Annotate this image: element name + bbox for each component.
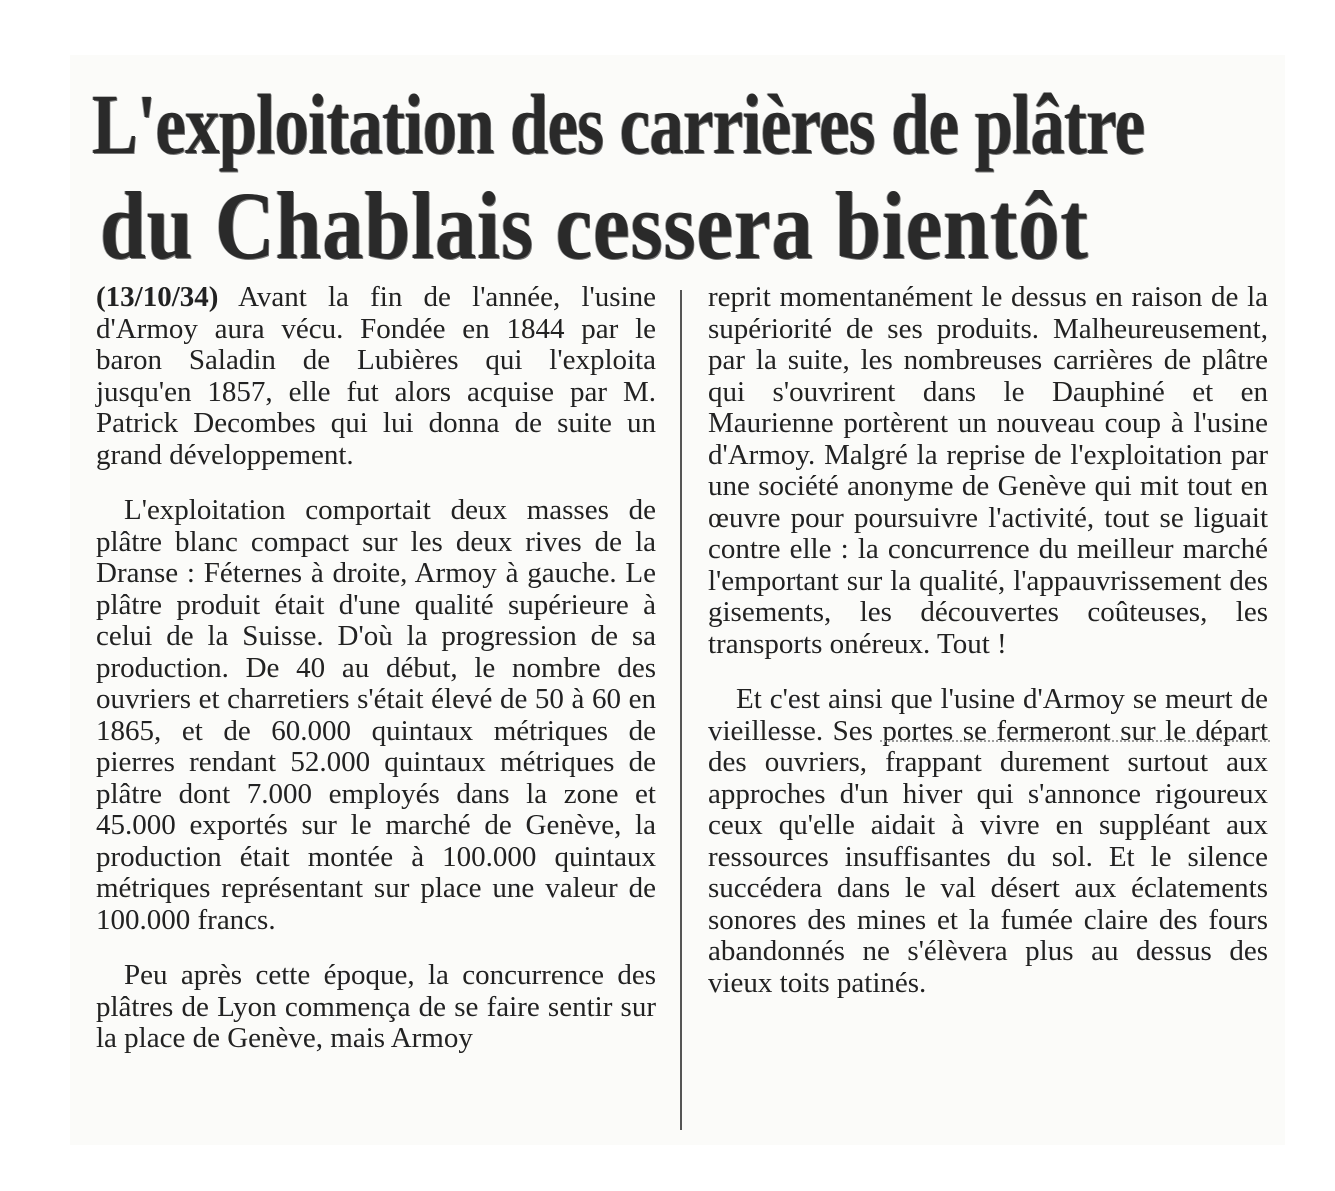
paragraph-1-text: Avant la fin de l'année, l'usine d'Armoy aura vécu. Fondée en 1844 par le baron Saladin de Lubières qui l'exploita jusqu'en 1857, elle fut alors acquise par M. Patrick Decombes qui lui donna de suite un grand développement. <box>96 281 656 471</box>
paragraph-3: Peu après cette époque, la concurrence des plâtres de Lyon commença de se faire sentir sur la place de Genève, mais Armoy <box>96 959 656 1054</box>
paragraph-5: Et c'est ainsi que l'usine d'Armoy se meurt de vieillesse. Ses portes se fermeront sur le départ des ouvriers, frappant durement surtout aux approches d'un hiver qui s'annonce rigoureux ceux qu'elle aidait à vivre en suppléant aux ressources insuffisantes du sol. Et le silence succédera dans le val désert aux éclatements sonores des mines et la fumée claire des fours abandonnés ne s'élèvera plus au dessus des vieux toits patinés. <box>708 683 1268 999</box>
paragraph-1 <box>96 282 656 471</box>
article-column-right <box>708 282 1268 1023</box>
headline-line-1: L'exploitation des carrières de plâtre <box>92 76 1145 172</box>
paragraph-4: reprit momentanément le dessus en raison de la supériorité de ses produits. Malheureusement, par la suite, les nombreuses carrières de plâtre qui s'ouvrirent dans le Dauphiné et en Maurienne portèrent un nouveau coup à l'usine d'Armoy. Malgré la reprise de l'exploitation par une société anonyme de Genève qui mit tout en œuvre pour poursuivre l'activité, tout se liguait contre elle : la concurrence du meilleur marché l'emportant sur la qualité, l'appauvrissement des gisements, les découvertes coûteuses, les transports onéreux. Tout ! <box>708 281 1268 660</box>
column-divider <box>680 290 682 1130</box>
headline-line-2: du Chablais cessera bientôt <box>100 172 1089 279</box>
article-date: (13/10/34) <box>96 281 219 313</box>
article-column-left <box>96 282 656 1079</box>
scan-artifact-line <box>880 740 1270 742</box>
paragraph-2: L'exploitation comportait deux masses de plâtre blanc compact sur les deux rives de la Dranse : Féternes à droite, Armoy à gauche. Le plâtre produit était d'une qualité supérieure à celui de la Suisse. D'où la progression de sa production. De 40 au début, le nombre des ouvriers et charretiers s'était élevé de 50 à 60 en 1865, et de 60.000 quintaux métriques de pierres rendant 52.000 quintaux métriques de plâtre dont 7.000 employés dans la zone et 45.000 exportés sur le marché de Genève, la production était montée à 100.000 quintaux métriques représentant sur place une valeur de 100.000 francs. <box>96 494 656 936</box>
